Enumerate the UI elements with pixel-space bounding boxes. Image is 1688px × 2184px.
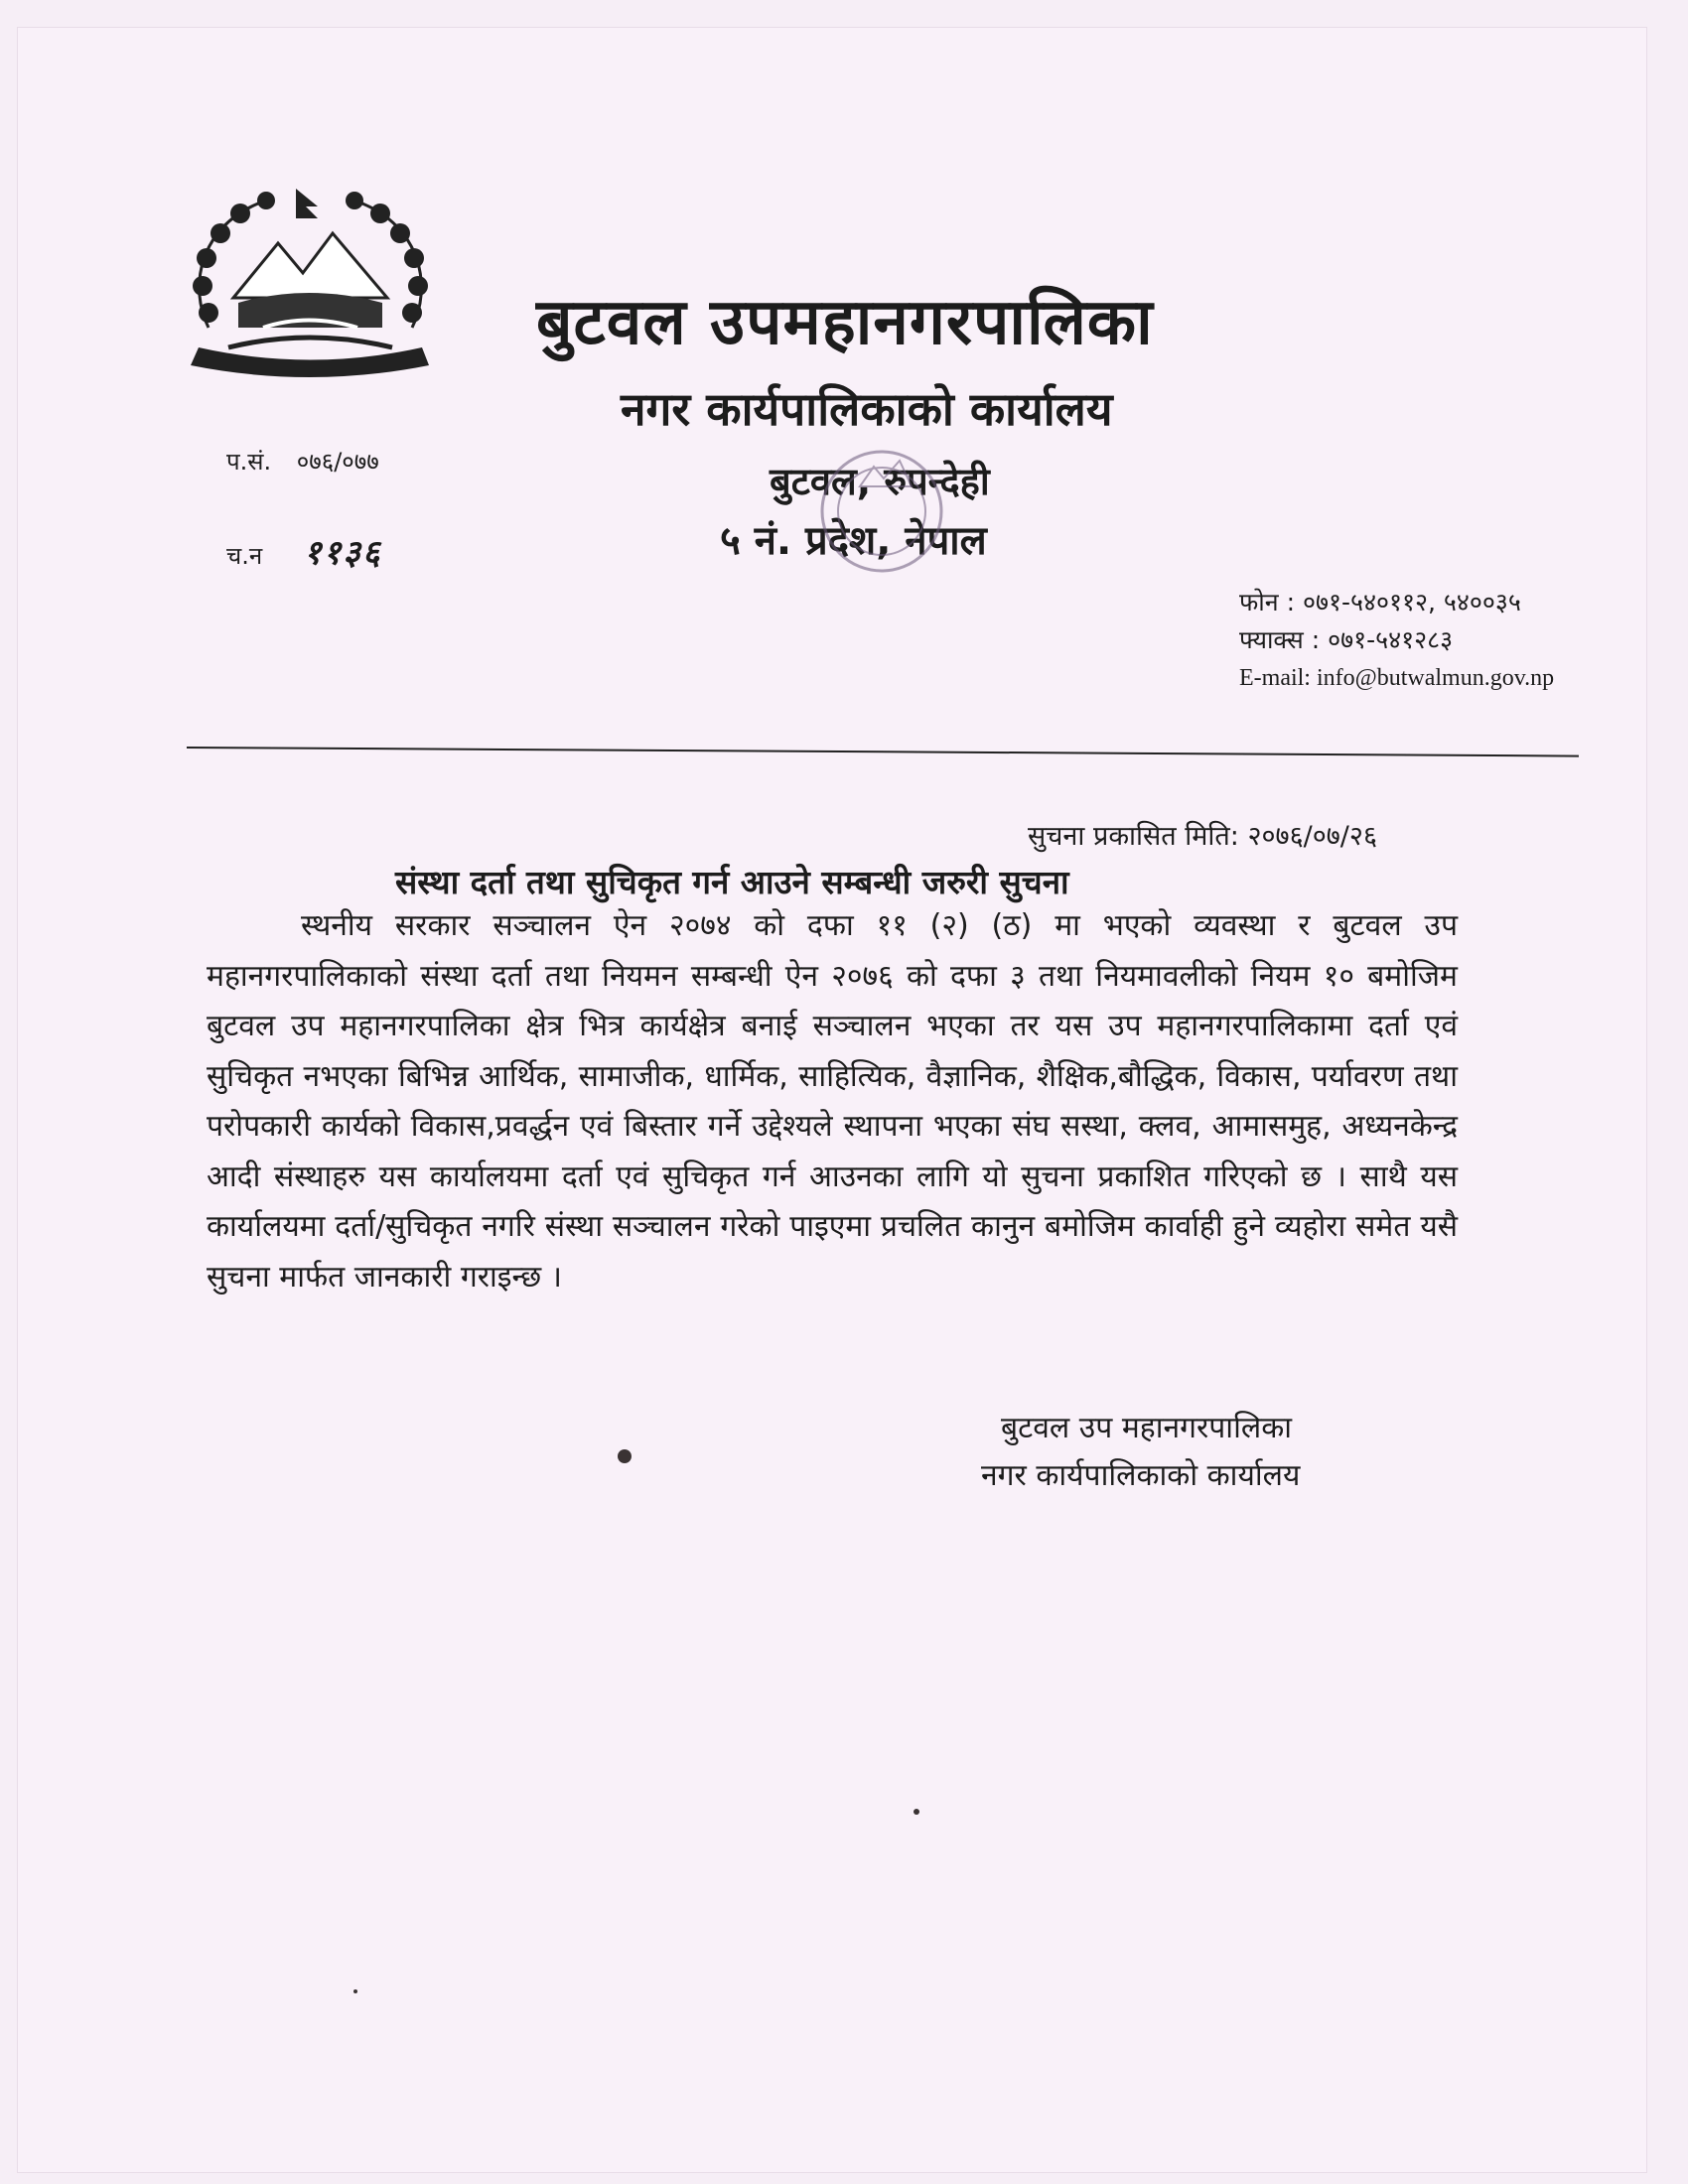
signature-line-2: नगर कार्यपालिकाको कार्यालय	[981, 1458, 1301, 1493]
paper-speck	[353, 1989, 357, 1993]
cn-label: च.न	[226, 542, 263, 570]
fax-line: फ्याक्स : ०७१-५४१२८३	[1239, 625, 1454, 654]
contact-block	[1239, 584, 1554, 697]
paper-speck	[914, 1809, 919, 1815]
office-location: बुटवल, रुपन्देही	[770, 460, 990, 503]
reference-cn	[226, 528, 382, 574]
office-province: ५ नं. प्रदेश, नेपाल	[720, 518, 987, 564]
paper-speck	[618, 1449, 632, 1463]
notice-body: स्थनीय सरकार सञ्चालन ऐन २०७४ को दफा ११ (२) (ठ) मा भएको व्यवस्था र बुटवल उप महानगरपालिकाको संस्था दर्ता तथा नियमन सम्बन्धी ऐन २०७६ को दफा ३ तथा नियमावलीको नियम १० बमोजिम बुटवल उप महानगरपालिका क्षेत्र भित्र कार्यक्षेत्र बनाई सञ्चालन भएका तर यस उप महानगरपालिकामा दर्ता एवं सुचिकृत नभएका बिभिन्न आर्थिक, सामाजीक, धार्मिक, साहित्यिक, वैज्ञानिक, शैक्षिक,बौद्धिक, विकास, पर्यावरण तथा परोपकारी कार्यको विकास,प्रवर्द्धन एवं बिस्तार गर्ने उद्देश्यले स्थापना भएका संघ सस्था, क्लव, आमासमुह, अध्यनकेन्द्र आदी संस्थाहरु यस कार्यालयमा दर्ता एवं सुचिकृत गर्न आउनका लागि यो सुचना प्रकाशित गरिएको छ । साथै यस कार्यालयमा दर्ता/सुचिकृत नगरि संस्था सञ्चालन गरेको पाइएमा प्रचलित कानुन बमोजिम कार्वाही हुने व्यहोरा समेत यसै सुचना मार्फत जानकारी गराइन्छ ।	[207, 908, 1458, 1295]
signature-block	[981, 1405, 1301, 1500]
notice-heading: संस्था दर्ता तथा सुचिकृत गर्न आउने सम्बन्धी जरुरी सुचना	[395, 863, 1069, 901]
email-line: E-mail: info@butwalmun.gov.np	[1239, 665, 1555, 691]
office-title: नगर कार्यपालिकाको कार्यालय	[621, 382, 1113, 436]
municipality-title: बुटवल उपमहानगरपालिका	[536, 286, 1154, 359]
signature-line-1: बुटवल उप महानगरपालिका	[1001, 1411, 1293, 1445]
ps-label: प.सं.	[226, 448, 272, 476]
office-stamp-icon	[812, 417, 951, 601]
nepal-emblem-icon	[169, 179, 452, 402]
ps-value: ०७६/०७७	[296, 448, 379, 476]
phone-line: फोन : ०७१-५४०११२, ५४००३५	[1239, 588, 1521, 616]
cn-value-handwritten: ११३६	[303, 533, 382, 573]
published-date: सुचना प्रकासित मिति: २०७६/०७/२६	[1028, 821, 1377, 852]
reference-ps	[226, 445, 379, 478]
